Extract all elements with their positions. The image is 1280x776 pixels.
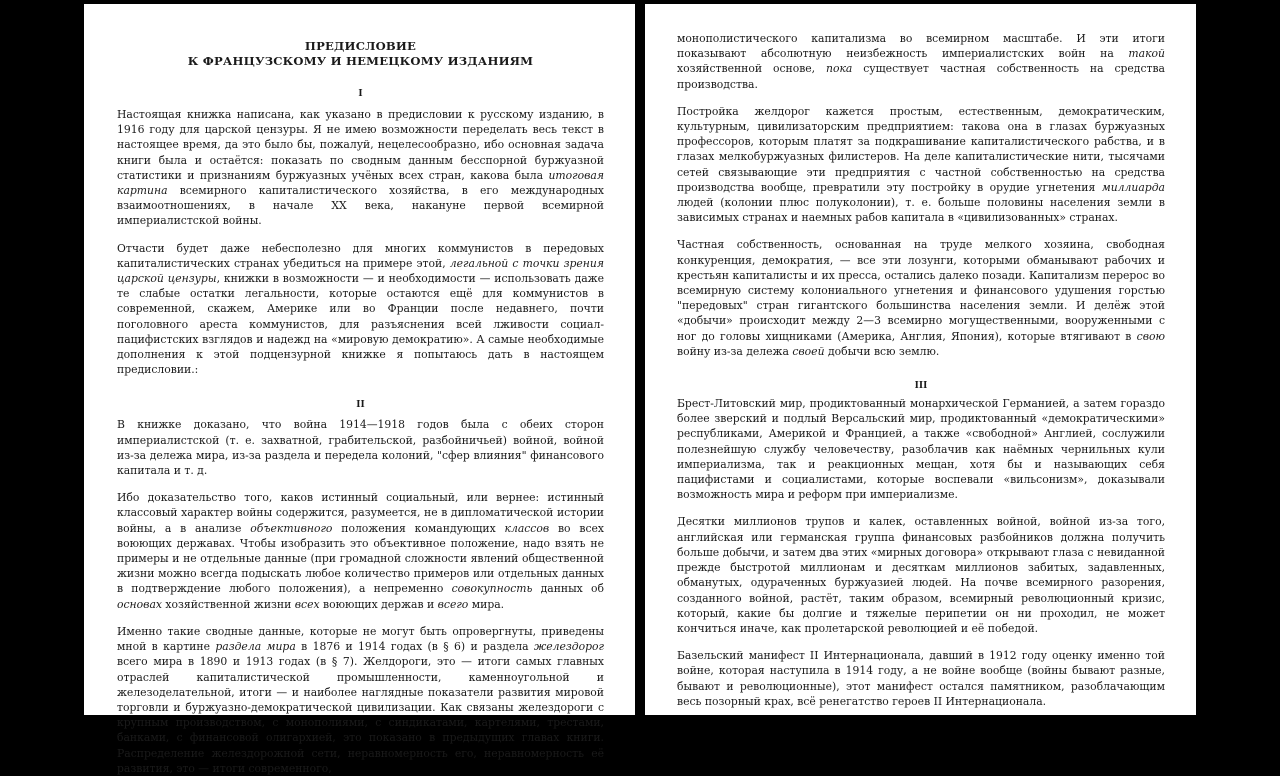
paragraph-right-4: Брест-Литовский мир, продиктованный монархической Германией, а затем гораздо более зверский и подлый Версальский мир, продиктованный «демократическими» республиками, Америкой и Францией, а также «свободной» Англией, сослужили полезнейшую службу человечеству, разоблачив как наёмных чернильных кули империализма, так и реакционных мещан, хотя бы и называющих себя пацифистами и социалистами, которые воспевали «вильсонизм», доказывали возможность мира и реформ при империализме.	[677, 397, 1165, 502]
paragraph-left-3: В книжке доказано, что война 1914—1918 годов была с обеих сторон империалистской (т. е. захватной, грабительской, разбойничьей) войной, войной из-за дележа мира, из-за раздела и передела колоний, "сфер влияния" финансового капитала и т. д.	[117, 418, 604, 478]
paragraph-right-6: Базельский манифест II Интернационала, давший в 1912 году оценку именно той войне, которая наступила в 1914 году, а не войне вообще (войны бывают разные, бывают и революционные), этот манифест остался памятником, разоблачающим весь позорный крах, всё ренегатство героев II Интернационала.	[677, 649, 1165, 708]
left-document-page	[84, 4, 635, 775]
page-title	[117, 39, 604, 68]
paragraph-right-2: Постройка желдорог кажется простым, естественным, демократическим, культурным, цивилизаторским предприятием: такова она в глазах буржуазных профессоров, которым платят за подкрашивание капиталистического рабства, и в глазах мелкобуржуазных филистеров. На деле капиталистические нити, тысячами сетей связывающие эти предприятия с частной собственностью на средства производства вообще, превратили эту постройку в орудие угнетения миллиарда людей (колонии плюс полуколонии), т. е. больше половины населения земли в зависимых странах и наемных рабов капитала в «цивилизованных» странах.	[677, 104, 1165, 225]
section-1-numeral: I	[358, 89, 363, 99]
title-line-2: К ФРАНЦУЗСКОМУ И НЕМЕЦКОМУ ИЗДАНИЯМ	[187, 53, 534, 68]
title-line-1: ПРЕДИСЛОВИЕ	[304, 39, 417, 53]
paragraph-left-1: Настоящая книжка написана, как указано в предисловии к русскому изданию, в 1916 году для царской цензуры. Я не имею возможности переделать весь текст в настоящее время, да это было бы, пожалуй, нецелесообразно, ибо основная задача книги была и остаётся: показать по сводным данным бесспорной буржуазной статистики и признаниям буржуазных учёных всех стран, какова была итоговая картина всемирного капиталистического хозяйства, в его международных взаимоотношениях, в начале XX века, накануне первой всемирной империалистской войны.	[117, 108, 604, 228]
paragraph-left-5: Именно такие сводные данные, которые не могут быть опровергнуты, приведены мной в картине раздела мира в 1876 и 1914 годах (в § 6) и раздела желездорог всего мира в 1890 и 1913 годах (в § 7). Желдороги, это — итоги самых главных отраслей капиталистической промышленности, каменноугольной и железоделательной, итоги — и наиболее наглядные показатели развития мировой торговли и буржуазно-демократической цивилизации. Как связаны желездороги с крупным производством, с монополиями, с синдикатами, картелями, трестами, банками, с финансовой олигархией, это показано в предыдущих главах книги. Распределение желездорожной сети, неравномерность его, неравномерность её развития, это — итоги современного,	[117, 624, 604, 775]
section-3-numeral: III	[914, 381, 928, 392]
paragraph-left-2: Отчасти будет даже небесполезно для многих коммунистов в передовых капиталистических странах убедиться на примере этой, легальной с точки зрения царской цензуры, книжки в возможности — и необходимости — использовать даже те слабые остатки легальности, которые остаются ещё для коммунистов в современной, скажем, Америке или во Франции после недавнего, почти поголовного ареста коммунистов, для разъяснения всей лживости социал-пацифистских взглядов и надежд на «мировую демократию». А самые необходимые дополнения к этой подцензурной книжке я попытаюсь дать в настоящем предисловии.:	[117, 241, 605, 377]
paragraph-right-1: монополистического капитализма во всемирном масштабе. И эти итоги показывают абсолютную неизбежность империалистских войн на такой хозяйственной основе, пока существует частная собственность на средства производства.	[677, 32, 1165, 91]
right-document-page	[645, 4, 1196, 715]
paragraph-left-4: Ибо доказательство того, каков истинный социальный, или вернее: истинный классовый характер войны содержится, разумеется, не в дипломатической истории войны, а в анализе объективного положения командующих классов во всех воюющих державах. Чтобы изобразить это объективное положение, надо взять не примеры и не отдельные данные (при громадной сложности явлений общественной жизни можно всегда подыскать любое количество примеров или отдельных данных в подтверждение любого положения), а непременно совокупность данных об основах хозяйственной жизни всех воюющих держав и всего мира.	[117, 491, 604, 611]
paragraph-right-5: Десятки миллионов трупов и калек, оставленных войной, войной из-за того, английская или германская группа финансовых разбойников должна получить больше добычи, и затем два этих «мирных договора» открывают глаза с невиданной прежде быстротой миллионам и десяткам миллионов забитых, задавленных, обманутых, одураченных буржуазией людей. На почве всемирного разорения, созданного войной, растёт, таким образом, всемирный революционный кризис, который, какие бы долгие и тяжелые перипетии он ни проходил, не может кончиться иначе, как пролетарской революцией и её победой.	[677, 515, 1165, 635]
paragraph-right-3: Частная собственность, основанная на труде мелкого хозяина, свободная конкуренция, демократия, — все эти лозунги, которыми обманывают рабочих и крестьян капиталисты и их пресса, остались далеко позади. Капитализм перерос во всемирную систему колониального угнетения и финансового удушения горстью "передовых" стран гигантского большинства населения земли. И делёж этой «добычи» происходит между 2—3 всемирно могущественными, вооруженными с ног до головы хищниками (Америка, Англия, Япония), которые втягивают в свою войну из-за дележа своей добычи всю землю.	[677, 238, 1165, 358]
section-2-numeral: II	[356, 400, 365, 411]
